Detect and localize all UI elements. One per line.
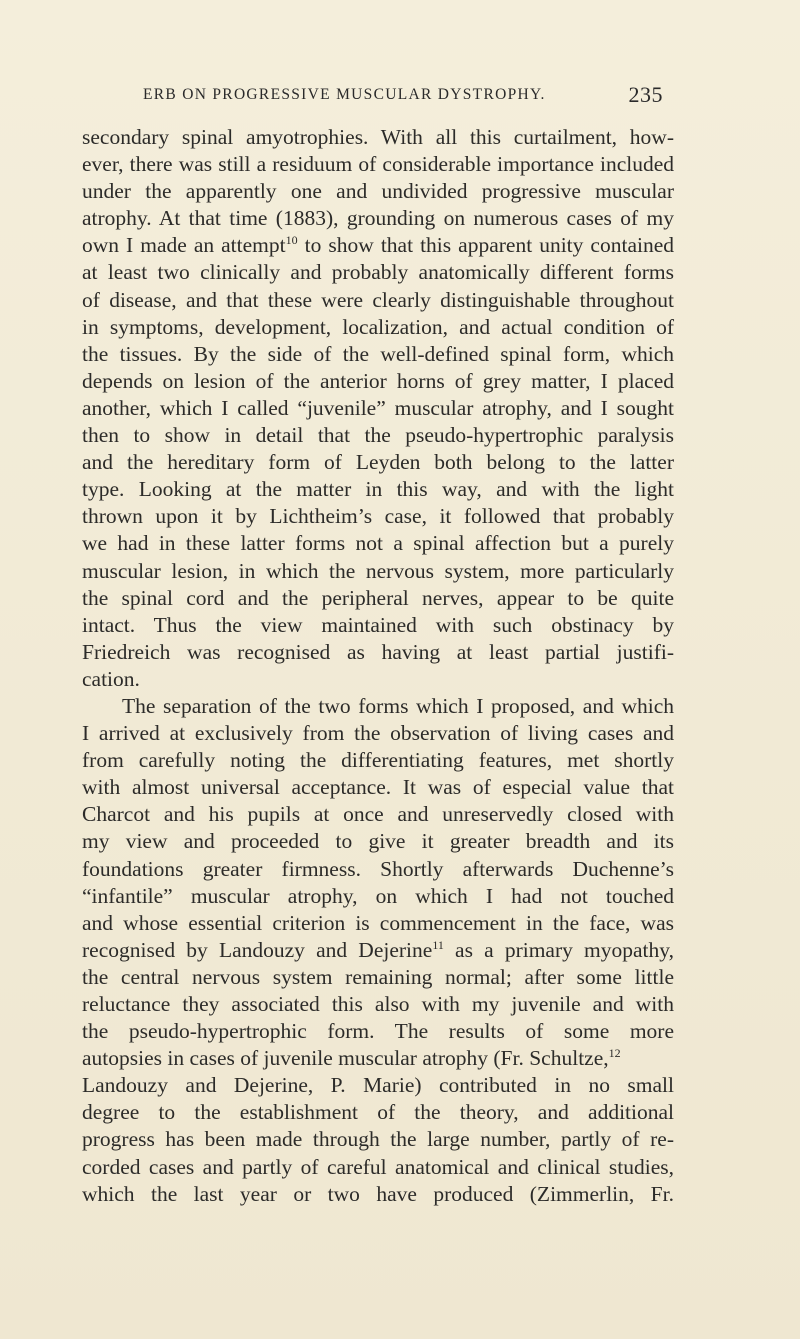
text-line: we had in these latter forms not a spinal affection but a purely: [82, 531, 674, 556]
text-line: reluctance they associated this also with my juvenile and with: [82, 992, 674, 1016]
text-line: Charcot and his pupils at once and unreservedly closed with: [82, 802, 674, 827]
text-line: my view and proceeded to give it greater breadth and its: [82, 829, 674, 854]
text-line: at least two clinically and probably anatomically different forms: [82, 260, 674, 285]
text-line: and the hereditary form of Leyden both belong to the latter: [82, 450, 674, 475]
text-line: the spinal cord and the peripheral nerves, appear to be quite: [82, 585, 674, 610]
text-line: which the last year or two have produced (Zimmerlin, Fr.: [82, 1181, 674, 1206]
text-line: the pseudo-hypertrophic form. The results of some more: [82, 1019, 674, 1044]
text-line: “infantile” muscular atrophy, on which I had not touched: [82, 883, 674, 908]
text-line: the tissues. By the side of the well-defined spinal form, which: [82, 341, 674, 366]
text-line: [82, 232, 674, 259]
footnote-reference: 12: [608, 1046, 621, 1061]
text-line: progress has been made through the large number, partly of re-: [82, 1127, 674, 1152]
text-line: [82, 937, 674, 964]
text-line: muscular lesion, in which the nervous system, more particularly: [82, 558, 674, 583]
text-line: of disease, and that these were clearly distinguishable throughout: [82, 287, 674, 312]
footnote-reference: 11: [432, 937, 444, 952]
text-line: from carefully noting the differentiating features, met shortly: [82, 748, 674, 773]
text-line: Landouzy and Dejerine, P. Marie) contributed in no small: [82, 1073, 674, 1098]
text-segment: recognised by Landouzy and Dejerine: [82, 937, 433, 962]
text-line: Friedreich was recognised as having at least partial justifi-: [82, 639, 674, 664]
text-line: in symptoms, development, localization, and actual condition of: [82, 314, 674, 339]
page-number: 235: [628, 82, 663, 107]
text-line: then to show in detail that the pseudo-hypertrophic paralysis: [82, 423, 674, 448]
text-segment: own I made an attempt: [82, 233, 286, 258]
text-line: secondary spinal amyotrophies. With all this curtailment, how-: [82, 125, 674, 149]
text-line: The separation of the two forms which I proposed, and which: [122, 693, 674, 718]
text-segment: to show that this apparent unity contained: [297, 233, 674, 258]
text-line: another, which I called “juvenile” muscular atrophy, and I sought: [82, 395, 674, 420]
text-line: atrophy. At that time (1883), grounding on numerous cases of my: [82, 206, 674, 231]
text-segment: autopsies in cases of juvenile muscular atrophy (Fr. Schultze,: [82, 1046, 609, 1071]
text-line: [82, 1045, 674, 1072]
text-line: degree to the establishment of the theory, and additional: [82, 1100, 674, 1125]
text-line: intact. Thus the view maintained with such obstinacy by: [82, 612, 674, 637]
text-line: I arrived at exclusively from the observation of living cases and: [82, 721, 674, 746]
body-text: [82, 124, 674, 1208]
text-line: type. Looking at the matter in this way, and with the light: [82, 477, 674, 502]
text-segment: as a primary myopathy,: [443, 937, 675, 962]
text-line: and whose essential criterion is commencement in the face, was: [82, 910, 674, 935]
text-line: ever, there was still a residuum of considerable importance included: [82, 152, 674, 177]
text-line: depends on lesion of the anterior horns of grey matter, I placed: [82, 368, 674, 393]
text-line: the central nervous system remaining normal; after some little: [82, 964, 674, 989]
text-line: with almost universal acceptance. It was of especial value that: [82, 775, 674, 800]
text-line: cation.: [82, 666, 140, 691]
text-line: under the apparently one and undivided progressive muscular: [82, 179, 674, 204]
running-head: ERB ON PROGRESSIVE MUSCULAR DYSTROPHY.: [143, 86, 546, 103]
footnote-reference: 10: [285, 233, 298, 248]
text-line: foundations greater firmness. Shortly afterwards Duchenne’s: [82, 856, 674, 881]
text-line: thrown upon it by Lichtheim’s case, it followed that probably: [82, 504, 674, 529]
text-line: corded cases and partly of careful anatomical and clinical studies,: [82, 1154, 674, 1179]
page-header: [143, 82, 663, 112]
